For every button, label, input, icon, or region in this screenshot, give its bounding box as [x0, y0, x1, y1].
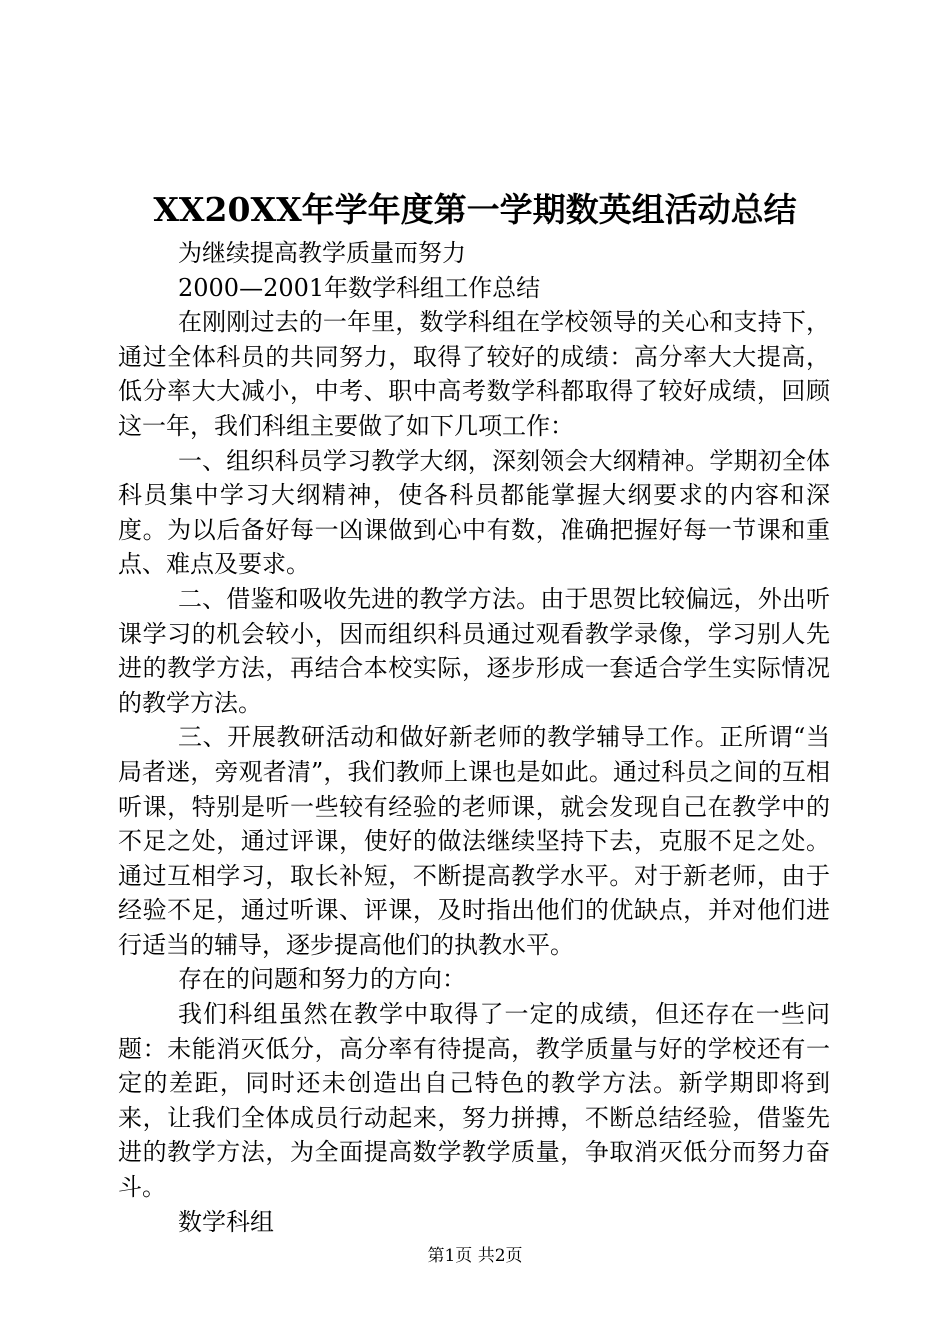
signature-paragraph: 数学科组	[178, 1207, 274, 1236]
item-three-paragraph: 三、开展教研活动和做好新老师的教学辅导工作。正所谓“当局者迷，旁观者清”，我们教师上课也是如此。通过科员之间的互相听课，特别是听一些较有经验的老师课，就会发现自己在教学中的不足之处，通过评课，使好的做法继续坚持下去，克服不足之处。通过互相学习，取长补短，不断提高教学水平。对于新老师，由于经验不足，通过听课、评课，及时指出他们的优缺点，并对他们进行适当的辅导，逐步提高他们的执教水平。	[118, 723, 830, 959]
item-two-paragraph: 二、借鉴和吸收先进的教学方法。由于思贺比较偏远，外出听课学习的机会较小，因而组织科员通过观看教学录像，学习别人先进的教学方法，再结合本校实际，逐步形成一套适合学生实际情况的教学方法。	[118, 584, 830, 717]
intro-paragraph: 在刚刚过去的一年里，数学科组在学校领导的关心和支持下，通过全体科员的共同努力，取得了较好的成绩：高分率大大提高，低分率大大减小，中考、职中高考数学科都取得了较好成绩，回顾这一年，我们科组主要做了如下几项工作：	[118, 308, 830, 440]
subtitle-paragraph: 为继续提高教学质量而努力	[178, 239, 466, 267]
page-number-footer: 第1页 共2页	[427, 1246, 523, 1266]
document-body	[118, 236, 830, 1239]
problems-heading-paragraph: 存在的问题和努力的方向：	[178, 965, 466, 994]
report-heading-paragraph: 2000—2001年数学科组工作总结	[178, 273, 541, 302]
problems-paragraph: 我们科组虽然在教学中取得了一定的成绩，但还存在一些问题：未能消灭低分，高分率有待提高，教学质量与好的学校还有一定的差距，同时还未创造出自己特色的教学方法。新学期即将到来，让我们全体成员行动起来，努力拼搏，不断总结经验，借鉴先进的教学方法，为全面提高数学教学质量，争取消灭低分而努力奋斗。	[118, 1000, 830, 1202]
item-one-paragraph: 一、组织科员学习教学大纲，深刻领会大纲精神。学期初全体科员集中学习大纲精神，使各科员都能掌握大纲要求的内容和深度。为以后备好每一凶课做到心中有数，准确把握好每一节课和重点、难点及要求。	[118, 446, 830, 579]
document-title: XX20XX年学年度第一学期数英组活动总结	[153, 190, 797, 229]
